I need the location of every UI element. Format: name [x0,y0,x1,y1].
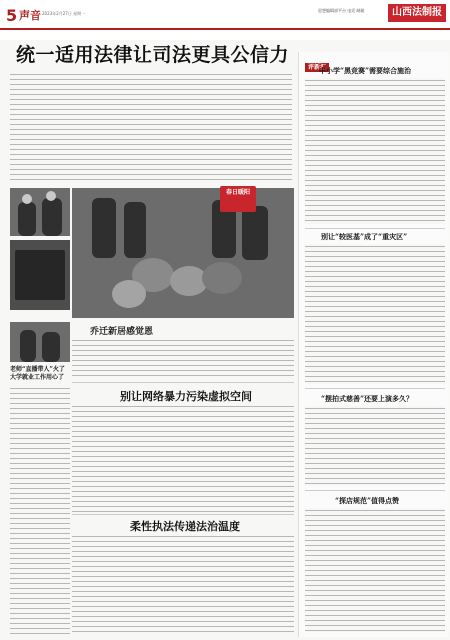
left-column-text [10,386,70,636]
sub-article-1-text [72,404,294,512]
date-line: 2023年2月27日 星期一 [42,11,86,16]
main-photo [72,188,294,318]
left-story-photo [10,322,70,362]
sidebar-title-1: 中小学“黑竞赛”需要综合施治 [319,66,412,75]
lead-article-text [10,72,292,182]
photo-tag: 春日暖阳 [220,186,256,212]
main-headline: 统一适用法律让司法更具公信力 [16,44,290,66]
sub-article-2-text [72,534,294,636]
commentary-sidebar [298,52,449,637]
sub-headline-1: 别让网络暴力污染虚拟空间 [120,390,252,403]
divider [72,514,294,515]
divider [72,382,294,383]
section-name: 声音 [19,9,41,22]
banner-photo [10,240,70,310]
hotline: 思想编辑部平台 电话 邮箱 [318,8,365,13]
sidebar-article-3-text [305,406,445,486]
sidebar-article-4-text [305,508,445,632]
left-story-title: 老师“直播带人”火了 大学就业工作用心了 [10,366,65,381]
masthead [0,0,450,40]
photo-caption-text [72,338,294,378]
page-number: 5 [6,6,18,25]
masthead-rule [0,28,450,30]
sidebar-article-1-text [305,78,445,224]
column-badge: 评新汇 [305,63,329,72]
divider [305,490,445,491]
sidebar-title-3: “摆拍式慈善”还要上演多久？ [321,394,414,403]
sidebar-title-4: “探店规范”值得点赞 [335,496,400,505]
photo-caption: 乔迁新居感觉恩 [90,327,154,337]
divider [305,388,445,389]
sidebar-article-2-text [305,244,445,384]
sub-headline-2: 柔性执法传递法治温度 [130,520,240,533]
divider [305,228,445,229]
left-photo [10,188,70,236]
newspaper-logo: 山西法制报 [388,4,446,22]
sidebar-title-2: 别让“较医基”成了“重灾区” [321,232,408,241]
